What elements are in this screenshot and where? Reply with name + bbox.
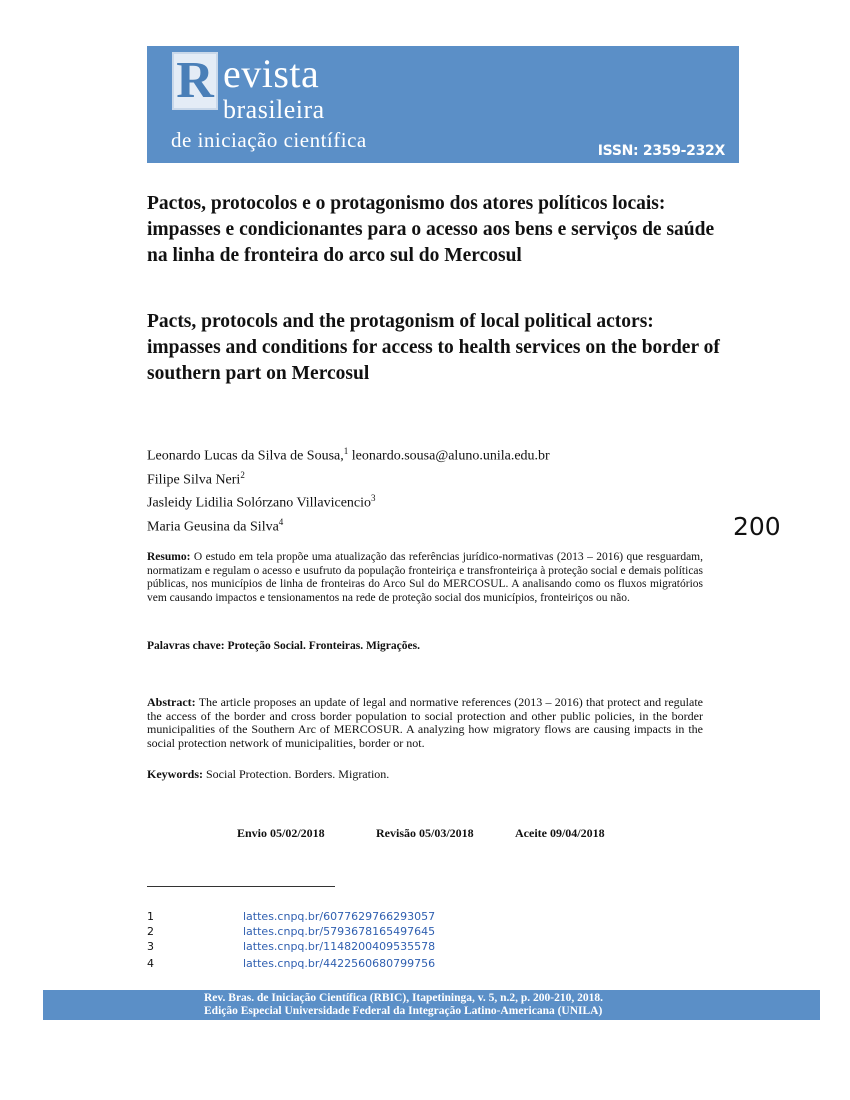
journal-banner (147, 46, 739, 163)
date-revisao: Revisão 05/03/2018 (376, 826, 474, 840)
footnote-divider (147, 886, 335, 887)
author-list (147, 442, 550, 537)
footnote-2 (147, 924, 547, 939)
abstract-label: Abstract: (147, 695, 196, 709)
journal-logo-initial (172, 52, 218, 110)
footnote-3 (147, 939, 547, 954)
footnote-number: 1 (147, 910, 154, 923)
footnote-link[interactable]: lattes.cnpq.br/5793678165497645 (243, 925, 436, 938)
author-2 (147, 466, 550, 490)
author-name: Maria Geusina da Silva (147, 519, 279, 535)
footnote-4 (147, 956, 547, 971)
resumo-text: O estudo em tela propõe uma atualização das referências jurídico-normativas (2013 – 2016) que resguardam, normatizam e regulam o acesso e usufruto da população fronteiriça e transfronteiriça à proteção social e demais políticas públicas, nos municípios de linha de fronteiras do Arco Sul do MERCOSUL. A analisando como os fluxos migratórios vem causando impactos e tensionamentos na rede de proteção social dos municípios, fronteiriços ou não. (147, 551, 704, 604)
footer-citation: Rev. Bras. de Iniciação Científica (RBIC), Itapetininga, v. 5, n.2, p. 200-210, 2018. (204, 992, 603, 1004)
journal-name-brasileira: brasileira (223, 95, 325, 124)
footnote-number: 3 (147, 940, 154, 953)
logo-letter: R (176, 52, 214, 109)
author-1 (147, 442, 550, 466)
page-number: 200 (733, 512, 781, 541)
footnote-link[interactable]: lattes.cnpq.br/4422560680799756 (243, 957, 436, 970)
journal-name-subtitle: de iniciação científica (171, 128, 367, 152)
author-name: Jasleidy Lidilia Solórzano Villavicencio (147, 495, 372, 511)
author-footnote-ref: 1 (343, 446, 349, 456)
author-footnote-ref: 4 (278, 516, 284, 527)
author-name: Leonardo Lucas da Silva de Sousa, (147, 448, 344, 464)
footnote-number: 2 (147, 925, 154, 938)
keywords-paragraph (147, 768, 703, 782)
author-footnote-ref: 2 (240, 469, 245, 480)
journal-name-revista: evista (223, 51, 320, 96)
author-3 (147, 489, 550, 513)
author-footnote-ref: 3 (371, 493, 376, 504)
author-name: Filipe Silva Neri (147, 472, 241, 488)
resumo-label: Resumo: (147, 551, 191, 563)
abstract-paragraph (147, 696, 703, 750)
footnote-link[interactable]: lattes.cnpq.br/1148200409535578 (243, 940, 436, 953)
article-title-en: Pacts, protocols and the protagonism of local political actors: impasses and conditions for access to health services on the border of southern part on Mercosul (147, 311, 720, 384)
journal-footer (43, 990, 820, 1020)
author-email[interactable]: leonardo.sousa@aluno.unila.edu.br (351, 448, 550, 464)
date-aceite: Aceite 09/04/2018 (515, 826, 605, 840)
author-4 (147, 513, 550, 537)
issn-label: ISSN: 2359-232X (597, 143, 725, 159)
article-title-pt: Pactos, protocolos e o protagonismo dos atores políticos locais: impasses e condicionantes para o acesso aos bens e serviços de saúde na linha de fronteira do arco sul do Mercosul (147, 193, 715, 266)
abstract-text: The article proposes an update of legal and normative references (2013 – 2016) that protect and regulate the access of the border and cross border population to social protection and other public policies, in the border municipalities of the Southern Arc of MERCOSUR. A analyzing how migratory flows are causing impacts in the social protection network of municipalities, border or not. (147, 695, 703, 750)
resumo-paragraph (147, 551, 703, 605)
palavras-chave: Palavras chave: Proteção Social. Fronteiras. Migrações. (147, 640, 420, 652)
keywords-label: Keywords: (147, 767, 203, 781)
date-envio: Envio 05/02/2018 (237, 826, 325, 840)
footer-edition: Edição Especial Universidade Federal da Integração Latino-Americana (UNILA) (204, 1005, 603, 1017)
footnote-number: 4 (147, 957, 154, 970)
footnote-1 (147, 909, 547, 924)
footnote-link[interactable]: lattes.cnpq.br/6077629766293057 (243, 910, 436, 923)
keywords-text: Social Protection. Borders. Migration. (206, 767, 390, 781)
